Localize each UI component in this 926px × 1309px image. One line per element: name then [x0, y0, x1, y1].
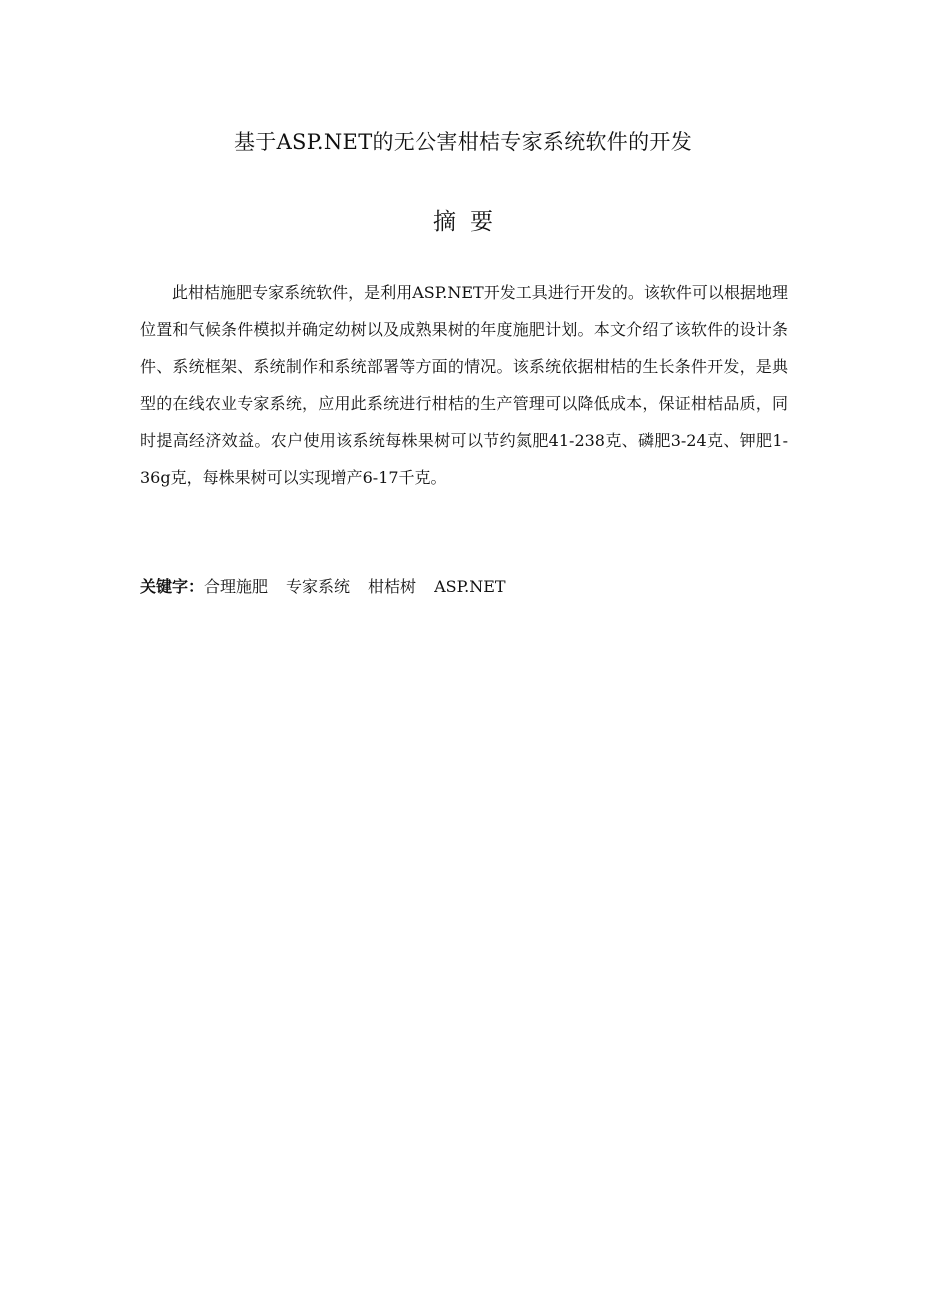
keywords-line: [140, 571, 788, 603]
keywords-label: 关键字：: [140, 577, 205, 596]
paper-title: 基于ASP.NET的无公害柑桔专家系统软件的开发: [233, 130, 692, 154]
keyword-item: 柑桔树: [368, 577, 417, 596]
keyword-item: 专家系统: [286, 577, 351, 596]
keyword-item: 合理施肥: [204, 577, 269, 596]
abstract-heading: 摘要: [433, 209, 507, 235]
keyword-item: ASP.NET: [434, 577, 506, 596]
abstract-paragraph: 此柑桔施肥专家系统软件，是利用ASP.NET开发工具进行开发的。该软件可以根据地理位置和气候条件模拟并确定幼树以及成熟果树的年度施肥计划。本文介绍了该软件的设计条件、系统框架、系统制作和系统部署等方面的情况。该系统依据柑桔的生长条件开发，是典型的在线农业专家系统，应用此系统进行柑桔的生产管理可以降低成本，保证柑桔品质，同时提高经济效益。农户使用该系统每株果树可以节约氮肥41-238克、磷肥3-24克、钾肥1-36g克，每株果树可以实现增产6-17千克。: [140, 283, 788, 487]
